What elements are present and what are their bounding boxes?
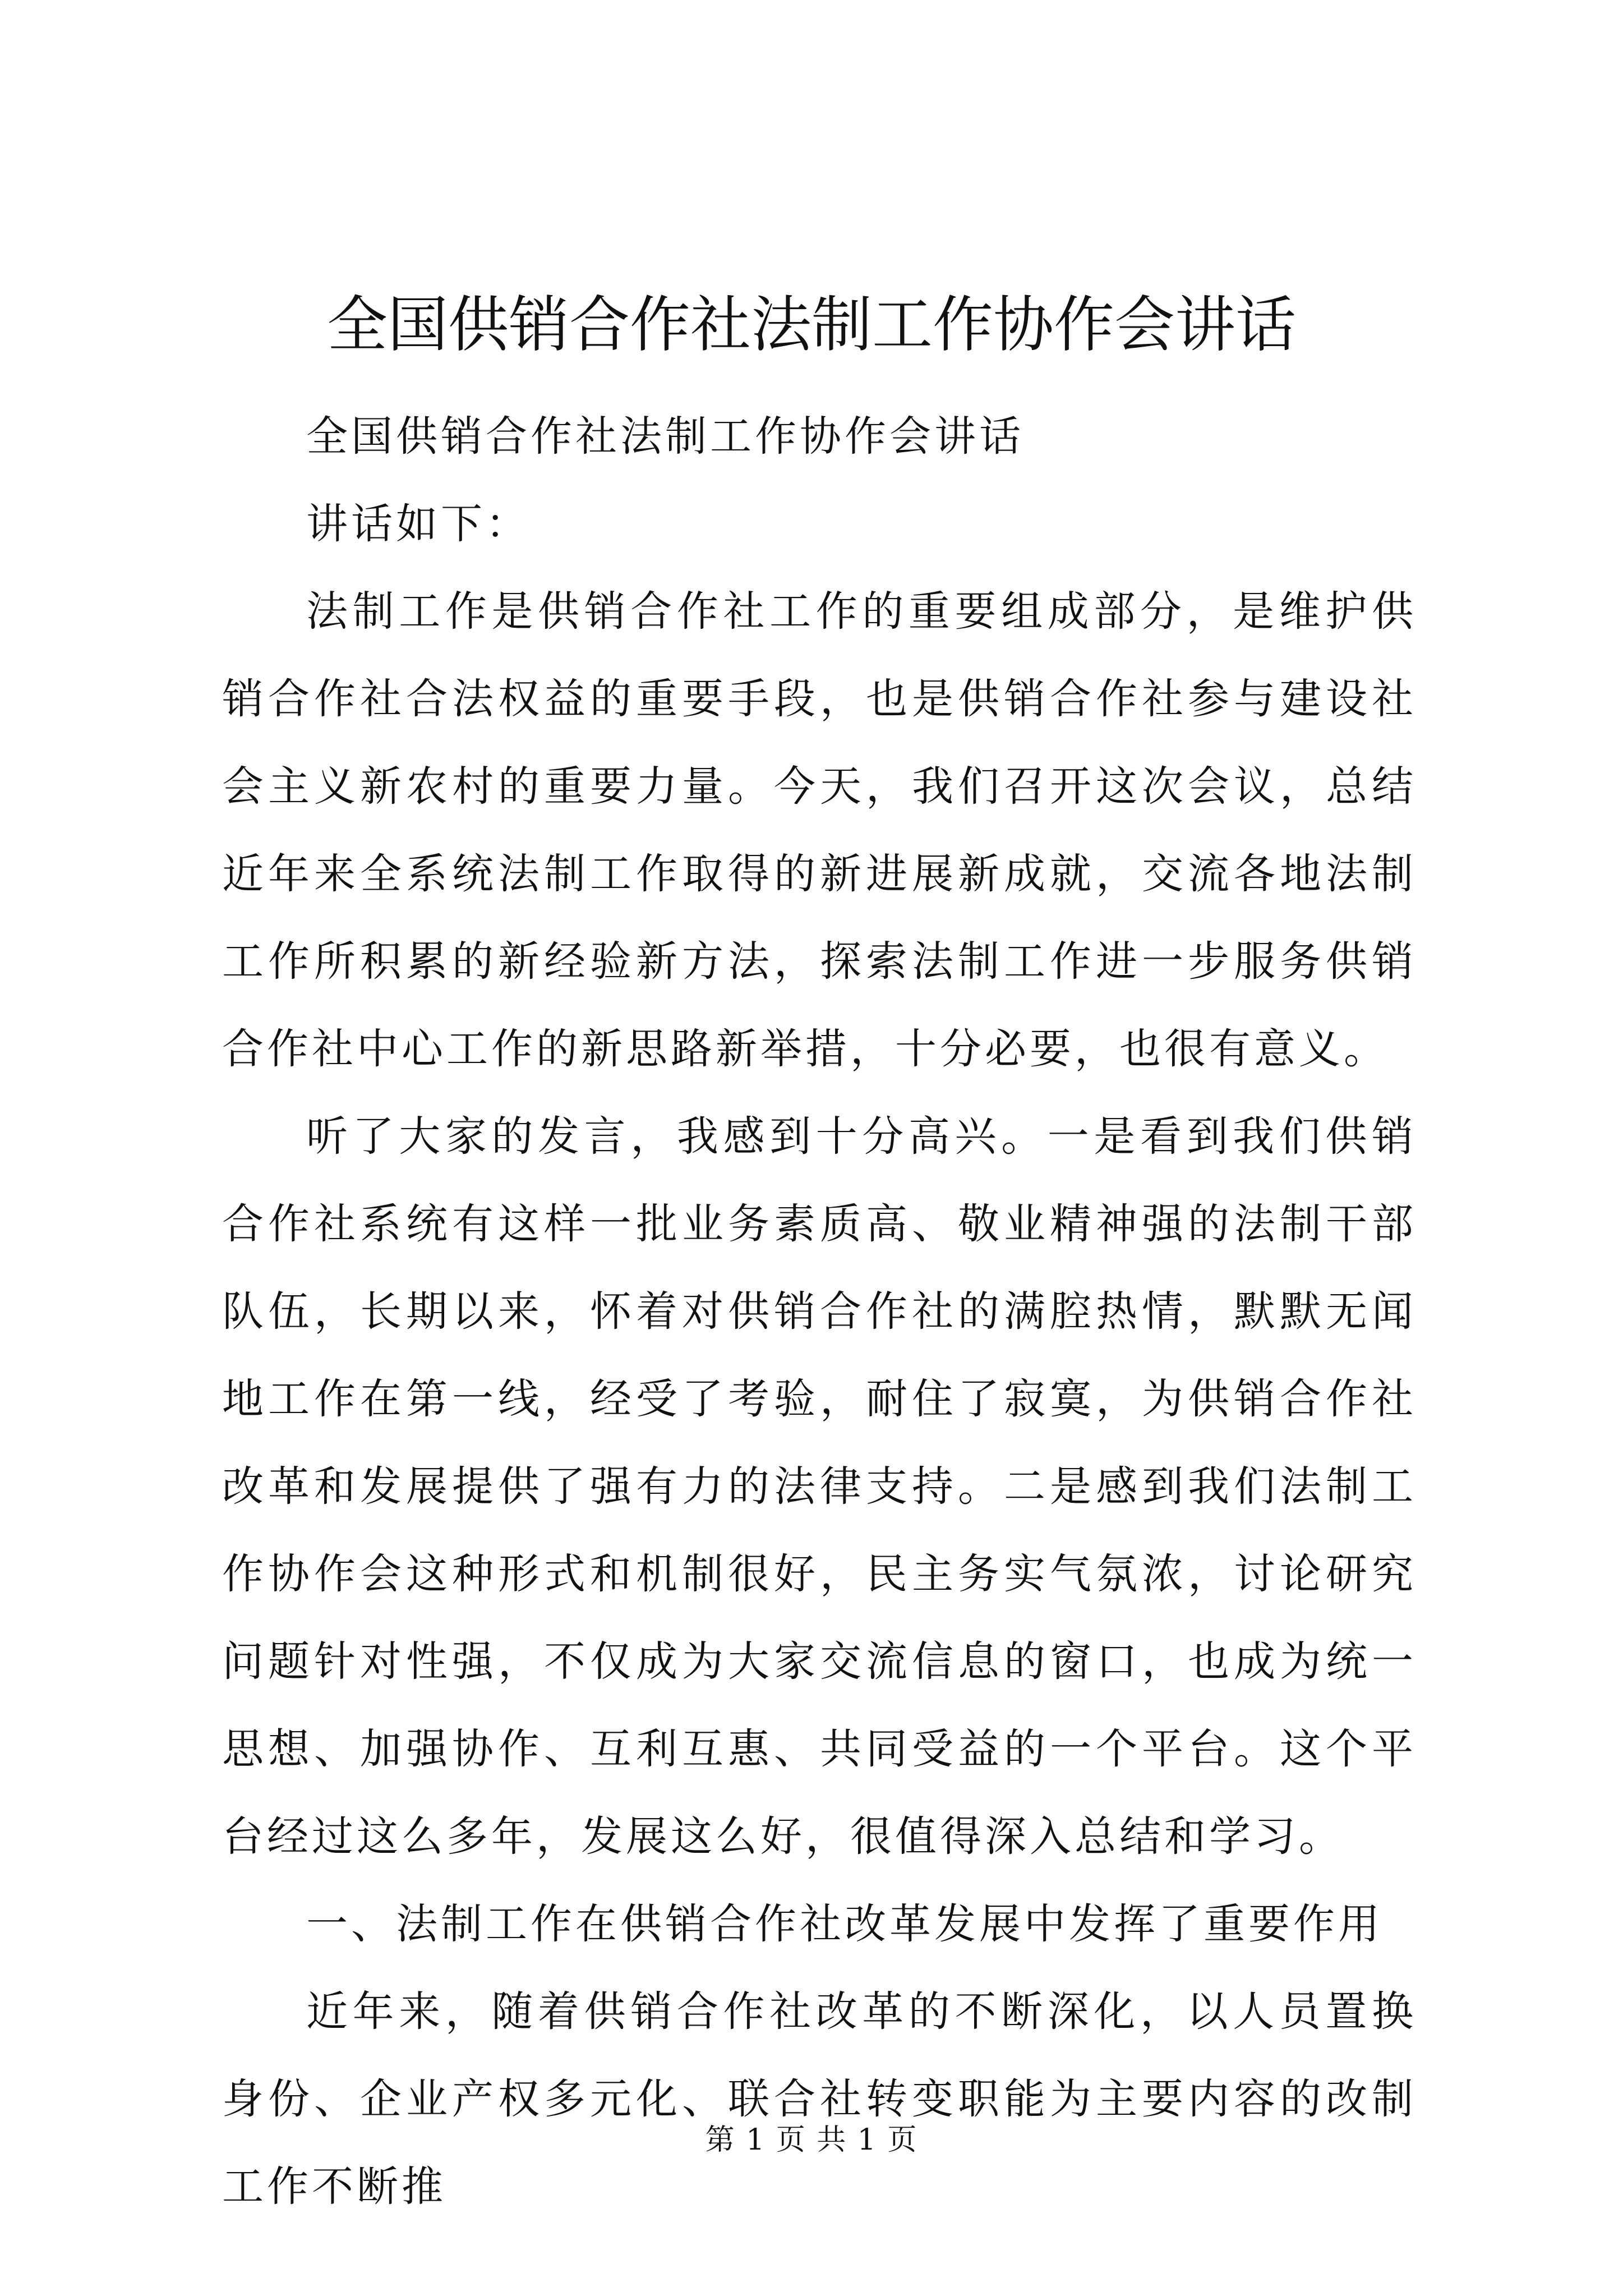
document-title: 全国供销合作社法制工作协作会讲话 (326, 290, 1296, 360)
document-body (222, 393, 1417, 2230)
paragraph-subtitle: 全国供销合作社法制工作协作会讲话 (306, 412, 1024, 461)
page-footer: 第 1 页 共 1 页 (705, 2123, 918, 2157)
paragraph-3: 近年来，随着供销合作社改革的不断深化，以人员置换身份、企业产权多元化、联合社转变职能为主要内容的改制工作不断推 (222, 1987, 1417, 2211)
paragraph-intro: 讲话如下： (306, 500, 531, 548)
paragraph-2: 听了大家的发言，我感到十分高兴。一是看到我们供销合作社系统有这样一批业务素质高、敬业精神强的法制干部队伍，长期以来，怀着对供销合作社的满腔热情，默默无闻地工作在第一线，经受了考验，耐住了寂寞，为供销合作社改革和发展提供了强有力的法律支持。二是感到我们法制工作协作会这种形式和机制很好，民主务实气氛浓，讨论研究问题针对性强，不仅成为大家交流信息的窗口，也成为统一思想、加强协作、互利互惠、共同受益的一个平台。这个平台经过这么多年，发展这么好，很值得深入总结和学习。 (222, 1112, 1417, 1861)
section-heading-1: 一、法制工作在供销合作社改革发展中发挥了重要作用 (306, 1900, 1383, 1948)
paragraph-1: 法制工作是供销合作社工作的重要组成部分，是维护供销合作社合法权益的重要手段，也是供销合作社参与建设社会主义新农村的重要力量。今天，我们召开这次会议，总结近年来全系统法制工作取得的新进展新成就，交流各地法制工作所积累的新经验新方法，探索法制工作进一步服务供销合作社中心工作的新思路新举措，十分必要，也很有意义。 (222, 587, 1417, 1073)
